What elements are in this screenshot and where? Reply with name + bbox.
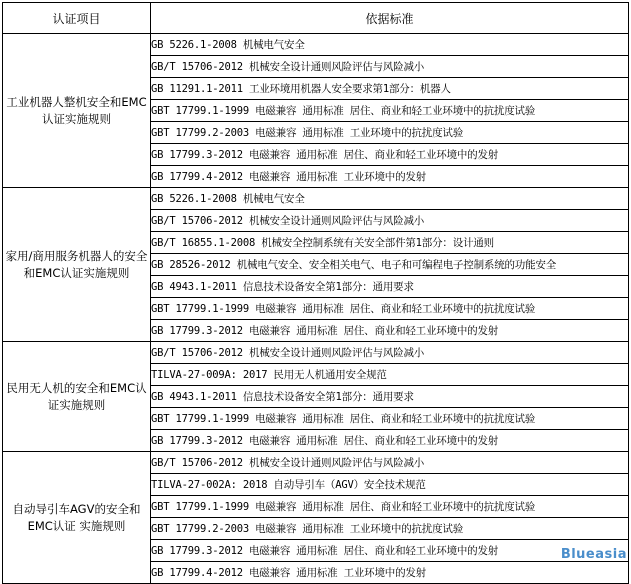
standard-cell: GB 17799.4-2012 电磁兼容 通用标准 工业环境中的发射 <box>151 166 629 188</box>
table-body <box>3 34 629 584</box>
standard-cell: GBT 17799.2-2003 电磁兼容 通用标准 工业环境中的抗扰度试验 <box>151 122 629 144</box>
category-cell: 工业机器人整机安全和EMC认证实施规则 <box>3 34 151 188</box>
table-header-row <box>3 3 629 34</box>
standard-cell: GB/T 16855.1-2008 机械安全控制系统有关安全部件第1部分：设计通则 <box>151 232 629 254</box>
standard-cell: GB 17799.3-2012 电磁兼容 通用标准 居住、商业和轻工业环境中的发射 <box>151 144 629 166</box>
standard-cell: GBT 17799.1-1999 电磁兼容 通用标准 居住、商业和轻工业环境中的抗扰度试验 <box>151 408 629 430</box>
standard-cell: GB/T 15706-2012 机械安全设计通则风险评估与风险减小 <box>151 452 629 474</box>
category-cell: 家用/商用服务机器人的安全和EMC认证实施规则 <box>3 188 151 342</box>
table-row <box>3 34 629 56</box>
standard-cell: GB 17799.3-2012 电磁兼容 通用标准 居住、商业和轻工业环境中的发射 <box>151 430 629 452</box>
standard-cell: GB 17799.3-2012 电磁兼容 通用标准 居住、商业和轻工业环境中的发射 <box>151 320 629 342</box>
standard-cell: GB 4943.1-2011 信息技术设备安全第1部分：通用要求 <box>151 276 629 298</box>
standard-cell: TILVA-27-002A: 2018 自动导引车（AGV）安全技术规范 <box>151 474 629 496</box>
table-row <box>3 342 629 364</box>
category-cell: 自动导引车AGV的安全和EMC认证 实施规则 <box>3 452 151 584</box>
standard-cell: GBT 17799.1-1999 电磁兼容 通用标准 居住、商业和轻工业环境中的抗扰度试验 <box>151 100 629 122</box>
standard-cell: TILVA-27-009A: 2017 民用无人机通用安全规范 <box>151 364 629 386</box>
standard-cell: GB 17799.3-2012 电磁兼容 通用标准 居住、商业和轻工业环境中的发射 <box>151 540 629 562</box>
standard-cell: GB/T 15706-2012 机械安全设计通则风险评估与风险减小 <box>151 56 629 78</box>
watermark-logo: Blueasia <box>560 547 627 562</box>
header-basis-standard: 依据标准 <box>151 3 629 34</box>
certification-table <box>2 2 629 584</box>
standard-cell: GBT 17799.2-2003 电磁兼容 通用标准 工业环境中的抗扰度试验 <box>151 518 629 540</box>
standard-cell: GB 28526-2012 机械电气安全、安全相关电气、电子和可编程电子控制系统的功能安全 <box>151 254 629 276</box>
standard-cell: GB 5226.1-2008 机械电气安全 <box>151 188 629 210</box>
standard-cell: GBT 17799.1-1999 电磁兼容 通用标准 居住、商业和轻工业环境中的抗扰度试验 <box>151 496 629 518</box>
standard-cell: GB/T 15706-2012 机械安全设计通则风险评估与风险减小 <box>151 342 629 364</box>
standard-cell: GB/T 15706-2012 机械安全设计通则风险评估与风险减小 <box>151 210 629 232</box>
category-cell: 民用无人机的安全和EMC认证实施规则 <box>3 342 151 452</box>
standard-cell: GB 5226.1-2008 机械电气安全 <box>151 34 629 56</box>
standard-cell: GBT 17799.1-1999 电磁兼容 通用标准 居住、商业和轻工业环境中的抗扰度试验 <box>151 298 629 320</box>
table-row <box>3 452 629 474</box>
header-cert-item: 认证项目 <box>3 3 151 34</box>
table-row <box>3 188 629 210</box>
standard-cell: GB 17799.4-2012 电磁兼容 通用标准 工业环境中的发射 <box>151 562 629 584</box>
standard-cell: GB 11291.1-2011 工业环境用机器人安全要求第1部分：机器人 <box>151 78 629 100</box>
standard-cell: GB 4943.1-2011 信息技术设备安全第1部分：通用要求 <box>151 386 629 408</box>
